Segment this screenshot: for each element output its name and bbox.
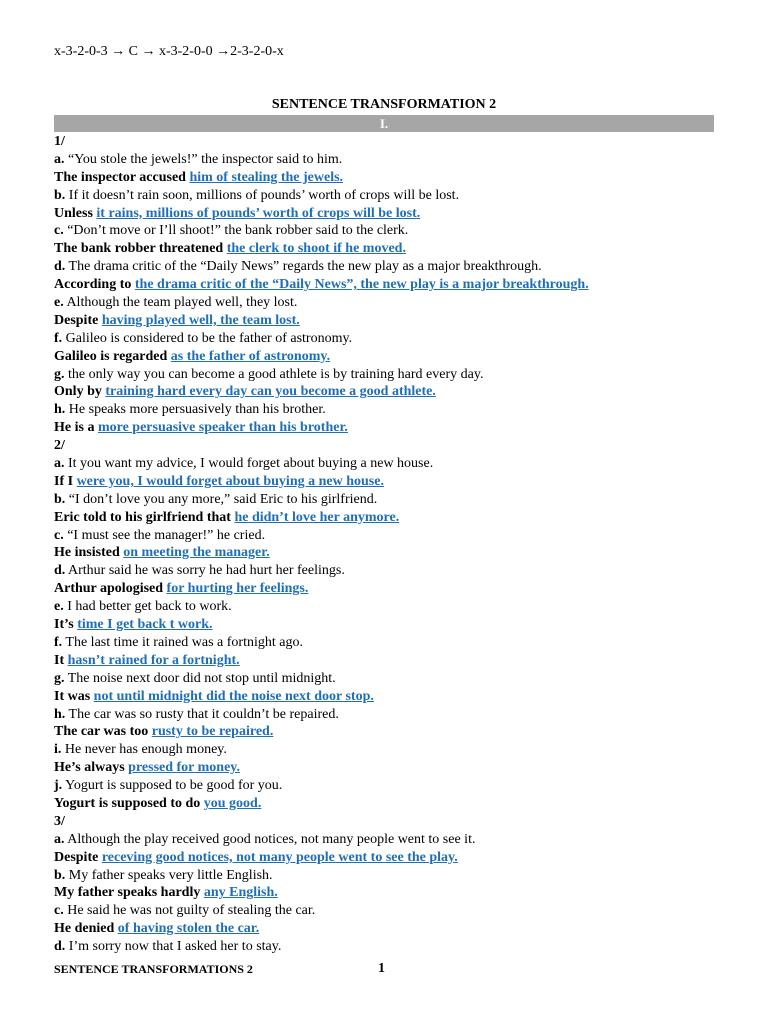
footer-label: SENTENCE TRANSFORMATIONS 2	[54, 962, 253, 976]
answer-line	[54, 276, 714, 294]
question-line	[54, 527, 714, 545]
answer-stem: Yogurt is supposed to do	[54, 795, 204, 811]
answer-stem: He is a	[54, 420, 98, 436]
question-text: The last time it rained was a fortnight ago.	[62, 634, 303, 650]
answer-stem: He insisted	[54, 545, 124, 561]
question-text: He said he was not guilty of stealing the car.	[63, 903, 316, 919]
answer-text: more persuasive speaker than his brother.	[97, 420, 348, 436]
answer-stem: It was	[54, 688, 94, 704]
question-line	[54, 706, 714, 724]
answer-line	[54, 419, 714, 437]
answer-stem: He denied	[54, 921, 118, 937]
answer-stem: The car was too	[54, 724, 152, 740]
question-text: “I must see the manager!” he cried.	[63, 527, 266, 543]
question-line	[54, 401, 714, 419]
question-text: Arthur said he was sorry he had hurt her feelings.	[65, 563, 345, 579]
answer-text: rusty to be repaired.	[151, 724, 274, 740]
answer-text: for hurting her feelings.	[166, 581, 309, 597]
question-letter: a.	[54, 456, 65, 472]
answer-line	[54, 383, 714, 401]
question-letter: f.	[54, 330, 63, 346]
question-text: It you want my advice, I would forget about buying a new house.	[64, 456, 434, 472]
question-text: I had better get back to work.	[63, 599, 232, 615]
question-line	[54, 258, 714, 276]
answer-stem: He’s always	[54, 760, 129, 776]
question-line	[54, 151, 714, 169]
question-letter: j.	[54, 778, 63, 794]
exercise-number: 1/	[54, 134, 65, 149]
question-letter: c.	[54, 903, 64, 919]
answer-line	[54, 348, 714, 366]
answer-stem: Eric told to his girlfriend that	[54, 509, 235, 525]
question-text: I’m sorry now that I asked her to stay.	[65, 939, 282, 955]
question-letter: d.	[54, 563, 66, 579]
answer-stem: Despite	[54, 849, 102, 865]
question-line	[54, 831, 714, 849]
answer-line	[54, 616, 714, 634]
question-text: Yogurt is supposed to be good for you.	[62, 778, 283, 794]
answer-line	[54, 509, 714, 527]
question-line	[54, 634, 714, 652]
question-letter: e.	[54, 599, 64, 615]
question-text: The drama critic of the “Daily News” regards the new play as a major breakthrough.	[65, 259, 542, 275]
answer-stem: It’s	[54, 617, 78, 633]
answer-stem: It	[54, 652, 68, 668]
question-line	[54, 455, 714, 473]
answer-text: were you, I would forget about buying a new house.	[76, 473, 384, 489]
answer-line	[54, 759, 714, 777]
answer-line	[54, 795, 714, 813]
question-text: Although the team played well, they lost.	[63, 295, 298, 311]
answer-text: training hard every day can you become a good athlete.	[105, 384, 436, 400]
question-line	[54, 670, 714, 688]
code-line: x-3-2-0-3 → C → x-3-2-0-0 →2-3-2-0-x	[54, 44, 284, 59]
question-line	[54, 330, 714, 348]
question-line	[54, 741, 714, 759]
answer-stem: The inspector accused	[54, 169, 190, 185]
question-text: “You stole the jewels!” the inspector said to him.	[64, 151, 343, 167]
answer-text: having played well, the team lost.	[101, 312, 300, 328]
question-letter: f.	[54, 634, 63, 650]
question-letter: h.	[54, 402, 66, 418]
answer-text: him of stealing the jewels.	[189, 169, 344, 185]
answer-text: he didn’t love her anymore.	[234, 509, 400, 525]
question-letter: g.	[54, 366, 65, 382]
question-text: “Don’t move or I’ll shoot!” the bank robber said to the clerk.	[63, 223, 409, 239]
answer-stem: Despite	[54, 312, 102, 328]
question-line	[54, 222, 714, 240]
question-text: Although the play received good notices, not many people went to see it.	[64, 831, 476, 847]
question-line	[54, 938, 714, 956]
answer-text: on meeting the manager.	[123, 545, 270, 561]
question-text: “I don’t love you any more,” said Eric to his girlfriend.	[65, 491, 378, 507]
question-line	[54, 867, 714, 885]
answer-line	[54, 723, 714, 741]
answer-text: as the father of astronomy.	[170, 348, 331, 364]
page-number: 1	[378, 961, 385, 976]
question-letter: c.	[54, 223, 64, 239]
question-text: the only way you can become a good athlete is by training hard every day.	[64, 366, 484, 382]
answer-text: the clerk to shoot if he moved.	[226, 241, 406, 257]
answer-text: not until midnight did the noise next door stop.	[93, 688, 374, 704]
question-line	[54, 491, 714, 509]
answer-text: of having stolen the car.	[117, 921, 260, 937]
answer-text: it rains, millions of pounds’ worth of crops will be lost.	[96, 205, 421, 221]
question-letter: a.	[54, 831, 65, 847]
question-letter: d.	[54, 939, 66, 955]
answer-stem: Unless	[54, 205, 97, 221]
answer-line	[54, 849, 714, 867]
question-text: Galileo is considered to be the father of astronomy.	[62, 330, 353, 346]
document-title: SENTENCE TRANSFORMATION 2	[271, 97, 497, 112]
section-header-bar: I.	[54, 115, 714, 132]
question-line	[54, 562, 714, 580]
answer-line	[54, 920, 714, 938]
question-text: The noise next door did not stop until midnight.	[64, 670, 336, 686]
answer-text: the drama critic of the “Daily News”, the new play is a major breakthrough.	[134, 277, 589, 293]
answer-stem: The bank robber threatened	[54, 241, 227, 257]
question-letter: e.	[54, 295, 64, 311]
question-letter: a.	[54, 151, 65, 167]
answer-text: hasn’t rained for a fortnight.	[67, 652, 240, 668]
answer-line	[54, 580, 714, 598]
answer-text: any English.	[203, 885, 278, 901]
exercise-number: 3/	[54, 813, 65, 829]
question-letter: b.	[54, 491, 66, 507]
question-text: If it doesn’t rain soon, millions of pounds’ worth of crops will be lost.	[65, 187, 460, 203]
exercise-content	[54, 133, 714, 956]
answer-stem: According to	[54, 277, 135, 293]
question-text: He speaks more persuasively than his brother.	[65, 402, 326, 418]
question-letter: c.	[54, 527, 64, 543]
question-line	[54, 294, 714, 312]
answer-stem: If I	[54, 473, 77, 489]
answer-line	[54, 169, 714, 187]
question-line	[54, 598, 714, 616]
question-letter: h.	[54, 706, 66, 722]
answer-line	[54, 240, 714, 258]
answer-line	[54, 652, 714, 670]
question-text: The car was so rusty that it couldn’t be repaired.	[65, 706, 339, 722]
answer-line	[54, 688, 714, 706]
answer-line	[54, 205, 714, 223]
answer-text: receving good notices, not many people went to see the play.	[101, 849, 458, 865]
question-line	[54, 366, 714, 384]
answer-stem: Only by	[54, 384, 106, 400]
answer-line	[54, 473, 714, 491]
answer-line	[54, 312, 714, 330]
question-line	[54, 777, 714, 795]
question-letter: b.	[54, 187, 66, 203]
answer-text: pressed for money.	[128, 760, 241, 776]
exercise-number: 2/	[54, 438, 65, 454]
question-line	[54, 902, 714, 920]
question-letter: d.	[54, 259, 66, 275]
answer-stem: My father speaks hardly	[54, 885, 204, 901]
question-line	[54, 187, 714, 205]
answer-line	[54, 544, 714, 562]
answer-stem: Galileo is regarded	[54, 348, 171, 364]
question-letter: b.	[54, 867, 66, 883]
answer-text: time I get back t work.	[77, 617, 213, 633]
answer-text: you good.	[203, 795, 262, 811]
question-letter: i.	[54, 742, 62, 758]
question-text: He never has enough money.	[61, 742, 227, 758]
answer-line	[54, 884, 714, 902]
question-text: My father speaks very little English.	[65, 867, 273, 883]
question-letter: g.	[54, 670, 65, 686]
answer-stem: Arthur apologised	[54, 581, 167, 597]
